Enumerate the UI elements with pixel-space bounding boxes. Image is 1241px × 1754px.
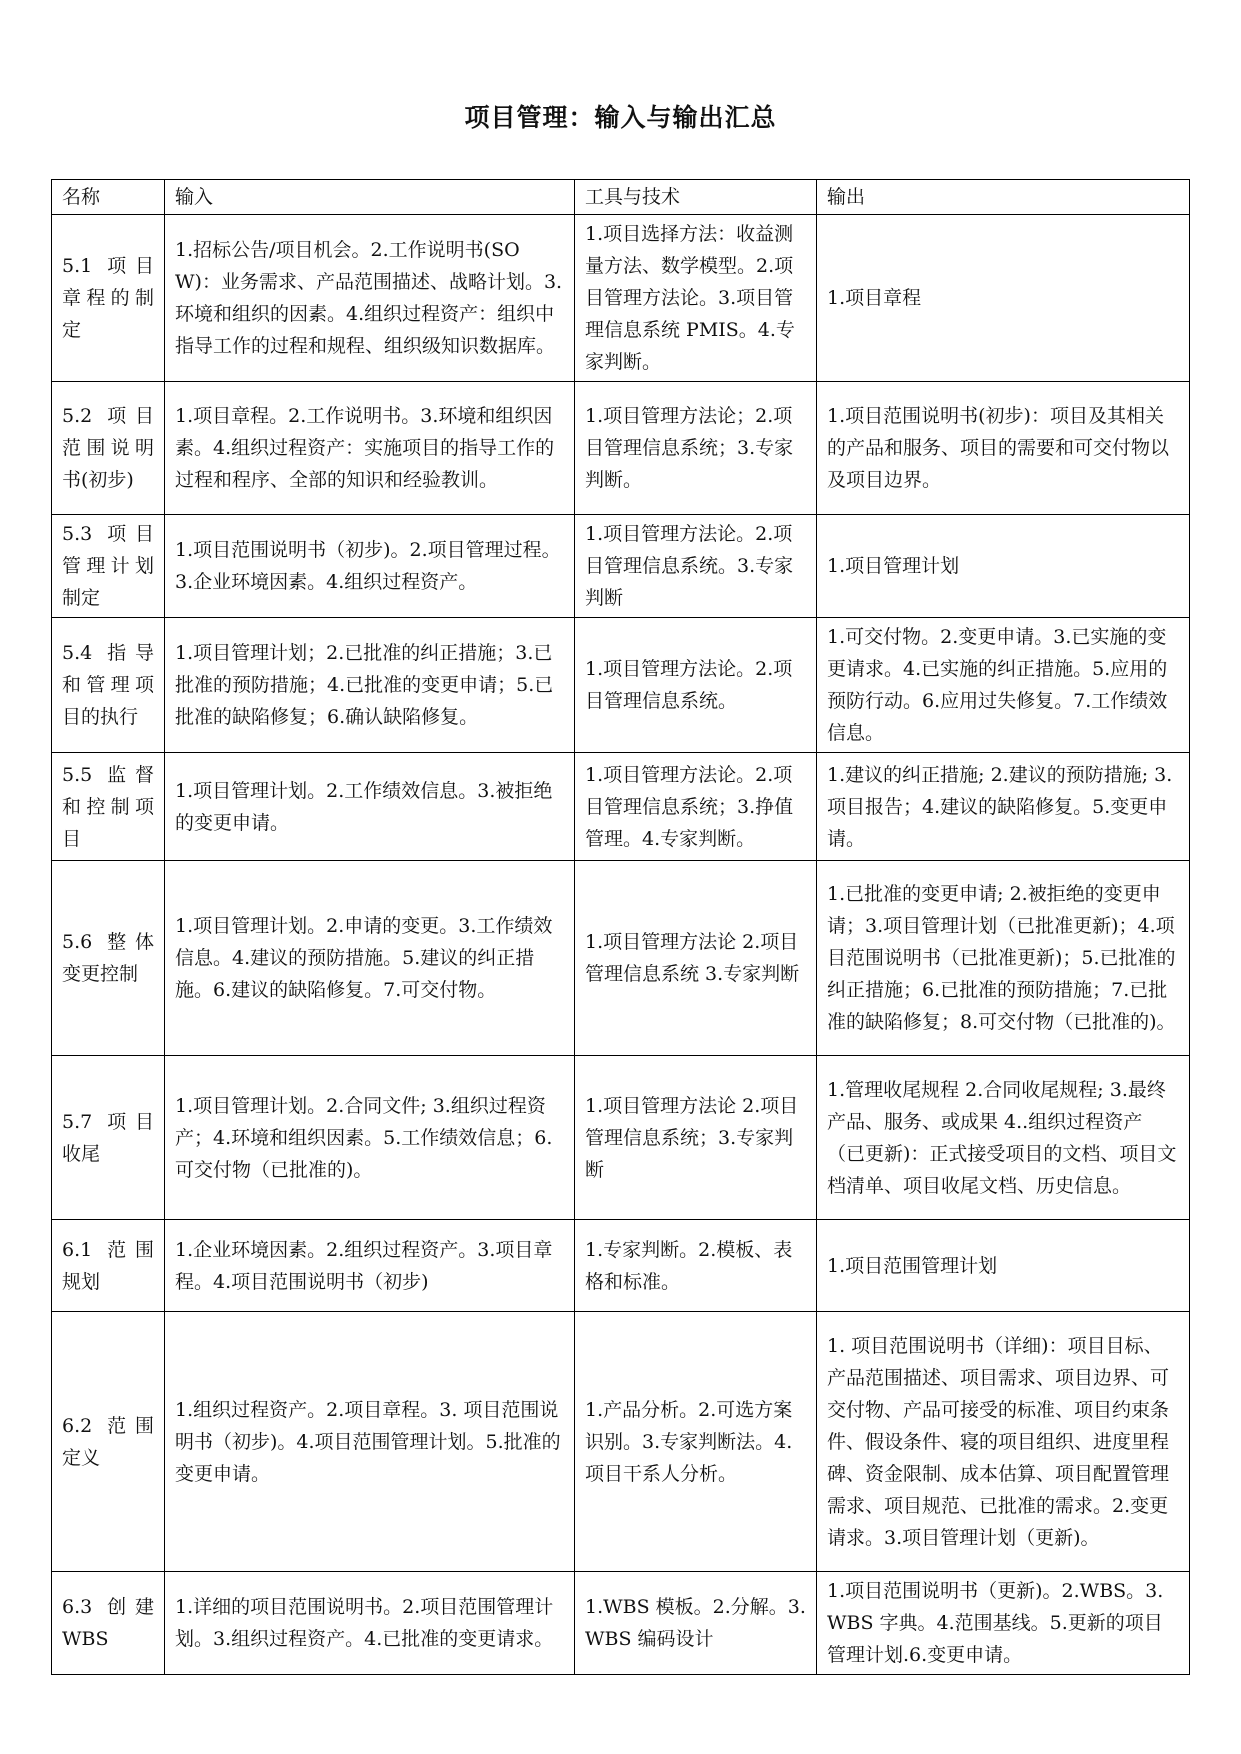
process-tools: 1.项目管理方法论。2.项目管理信息系统。3.专家判断 (575, 515, 817, 618)
process-output: 1.项目范围说明书（更新)。2.WBS。3.WBS 字典。4.范围基线。5.更新的项目管理计划.6.变更申请。 (817, 1572, 1190, 1675)
header-input: 输入 (165, 180, 575, 215)
process-tools: 1.产品分析。2.可选方案识别。3.专家判断法。4.项目干系人分析。 (575, 1312, 817, 1572)
process-input: 1.项目管理计划。2.申请的变更。3.工作绩效信息。4.建议的预防措施。5.建议的纠正措施。6.建议的缺陷修复。7.可交付物。 (165, 861, 575, 1056)
process-name: 5.7 项目收尾 (52, 1056, 165, 1220)
header-tools: 工具与技术 (575, 180, 817, 215)
table-row (52, 382, 1190, 515)
process-output: 1.项目范围管理计划 (817, 1220, 1190, 1312)
process-tools: 1.WBS 模板。2.分解。3.WBS 编码设计 (575, 1572, 817, 1675)
process-output: 1.建议的纠正措施; 2.建议的预防措施; 3.项目报告；4.建议的缺陷修复。5.变更申请。 (817, 753, 1190, 861)
process-output: 1.项目范围说明书(初步)：项目及其相关的产品和服务、项目的需要和可交付物以及项目边界。 (817, 382, 1190, 515)
process-input: 1.项目管理计划。2.工作绩效信息。3.被拒绝的变更申请。 (165, 753, 575, 861)
process-name: 5.2 项目范围说明书(初步) (52, 382, 165, 515)
table-row (52, 753, 1190, 861)
process-name: 5.4 指导和管理项目的执行 (52, 618, 165, 753)
process-name: 6.3 创建 WBS (52, 1572, 165, 1675)
process-name: 5.5 监督和控制项目 (52, 753, 165, 861)
table-row (52, 861, 1190, 1056)
table-row (52, 515, 1190, 618)
process-input: 1.组织过程资产。2.项目章程。3. 项目范围说明书（初步)。4.项目范围管理计划。5.批准的变更申请。 (165, 1312, 575, 1572)
process-input: 1.项目管理计划；2.已批准的纠正措施；3.已批准的预防措施；4.已批准的变更申请；5.已批准的缺陷修复；6.确认缺陷修复。 (165, 618, 575, 753)
header-name: 名称 (52, 180, 165, 215)
table-row (52, 618, 1190, 753)
table-row (52, 1312, 1190, 1572)
process-name: 5.6 整体变更控制 (52, 861, 165, 1056)
page-title: 项目管理：输入与输出汇总 (464, 103, 777, 132)
process-output: 1.项目管理计划 (817, 515, 1190, 618)
process-output: 1. 项目范围说明书（详细)：项目目标、产品范围描述、项目需求、项目边界、可交付物、产品可接受的标准、项目约束条件、假设条件、寝的项目组织、进度里程碑、资金限制、成本估算、项目配置管理需求、项目规范、已批准的需求。2.变更请求。3.项目管理计划（更新)。 (817, 1312, 1190, 1572)
table-row (52, 1056, 1190, 1220)
process-name: 6.1 范围规划 (52, 1220, 165, 1312)
process-tools: 1.项目管理方法论；2.项目管理信息系统；3.专家判断。 (575, 382, 817, 515)
process-tools: 1.项目管理方法论。2.项目管理信息系统。 (575, 618, 817, 753)
process-input: 1.项目管理计划。2.合同文件; 3.组织过程资产；4.环境和组织因素。5.工作绩效信息；6.可交付物（已批准的)。 (165, 1056, 575, 1220)
table-row (52, 1220, 1190, 1312)
process-tools: 1.项目选择方法：收益测量方法、数学模型。2.项目管理方法论。3.项目管理信息系统 PMIS。4.专家判断。 (575, 215, 817, 382)
process-input: 1.详细的项目范围说明书。2.项目范围管理计划。3.组织过程资产。4.已批准的变更请求。 (165, 1572, 575, 1675)
process-input: 1.项目章程。2.工作说明书。3.环境和组织因素。4.组织过程资产：实施项目的指导工作的过程和程序、全部的知识和经验教训。 (165, 382, 575, 515)
process-output: 1.管理收尾规程 2.合同收尾规程; 3.最终产品、服务、或成果 4..组织过程资产（已更新)：正式接受项目的文档、项目文档清单、项目收尾文档、历史信息。 (817, 1056, 1190, 1220)
summary-table (51, 179, 1190, 1675)
process-output: 1.项目章程 (817, 215, 1190, 382)
table-header-row (52, 180, 1190, 215)
process-tools: 1.项目管理方法论 2.项目管理信息系统；3.专家判断 (575, 1056, 817, 1220)
process-tools: 1.项目管理方法论。2.项目管理信息系统；3.挣值管理。4.专家判断。 (575, 753, 817, 861)
process-output: 1.可交付物。2.变更申请。3.已实施的变更请求。4.已实施的纠正措施。5.应用的预防行动。6.应用过失修复。7.工作绩效信息。 (817, 618, 1190, 753)
table-row (52, 215, 1190, 382)
process-input: 1.项目范围说明书（初步)。2.项目管理过程。3.企业环境因素。4.组织过程资产。 (165, 515, 575, 618)
table-row (52, 1572, 1190, 1675)
process-input: 1.招标公告/项目机会。2.工作说明书(SOW)：业务需求、产品范围描述、战略计划。3.环境和组织的因素。4.组织过程资产：组织中指导工作的过程和规程、组织级知识数据库。 (165, 215, 575, 382)
header-output: 输出 (817, 180, 1190, 215)
process-name: 5.1 项目章程的制定 (52, 215, 165, 382)
process-name: 5.3 项目管理计划制定 (52, 515, 165, 618)
process-tools: 1.项目管理方法论 2.项目管理信息系统 3.专家判断 (575, 861, 817, 1056)
process-tools: 1.专家判断。2.模板、表格和标准。 (575, 1220, 817, 1312)
process-output: 1.已批准的变更申请; 2.被拒绝的变更申请；3.项目管理计划（已批准更新)；4.项目范围说明书（已批准更新)；5.已批准的纠正措施；6.已批准的预防措施；7.已批准的缺陷修复；8.可交付物（已批准的)。 (817, 861, 1190, 1056)
process-input: 1.企业环境因素。2.组织过程资产。3.项目章程。4.项目范围说明书（初步) (165, 1220, 575, 1312)
process-name: 6.2 范围定义 (52, 1312, 165, 1572)
